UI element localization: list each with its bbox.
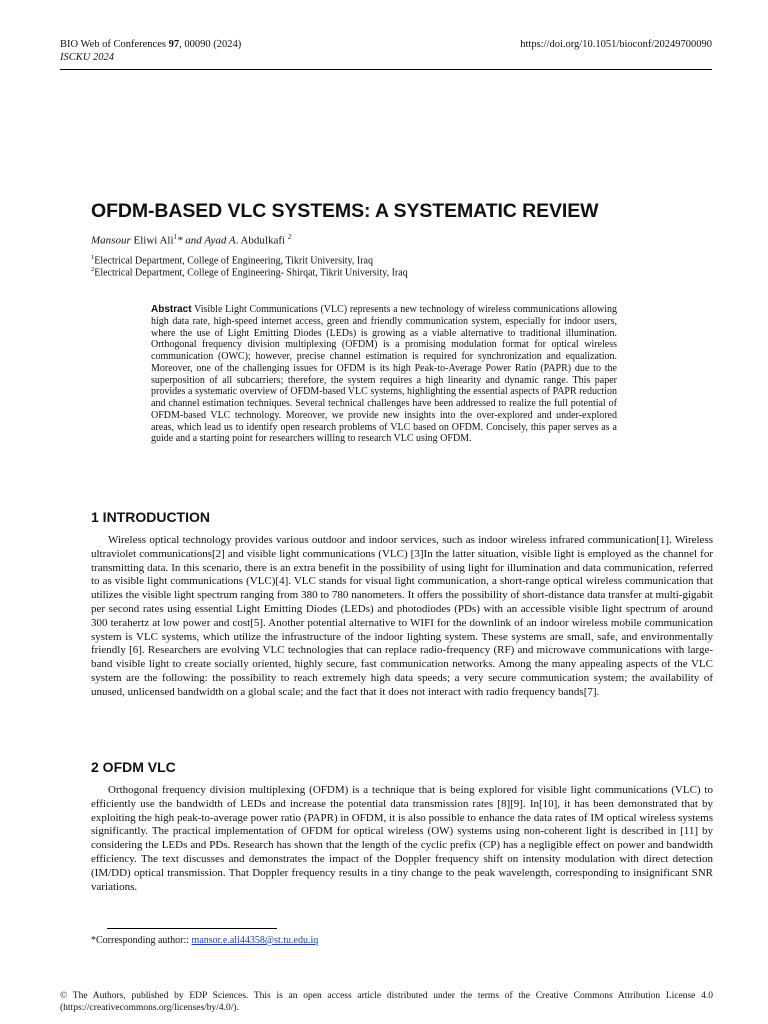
- author1-last-name: Eliwi Ali: [130, 234, 174, 247]
- affiliation-1-text: Electrical Department, College of Engineering, Tikrit University, Iraq: [94, 255, 373, 267]
- abstract: [151, 304, 617, 445]
- license-notice: © The Authors, published by EDP Sciences. This is an open access article distributed under the terms of the Creative Commons Attribution License 4.0 (https://creativecommons.org/licenses/by/4.0/).: [60, 991, 713, 1013]
- journal-volume: 97: [168, 39, 180, 50]
- author2-first-name: Ayad A: [204, 234, 236, 247]
- author2-affiliation-mark: 2: [287, 233, 292, 241]
- author-separator: * and: [177, 234, 205, 247]
- section-heading-ofdm-vlc: 2 OFDM VLC: [91, 759, 176, 775]
- abstract-text: Visible Light Communications (VLC) represents a new technology of wireless communications allowing high data rate, high-speed internet access, green and friendly communication system, especially for indoor users, where the use of Light Emitting Diodes (LEDs) is growing as a viable alternative to traditional illumination. Orthogonal frequency division multiplexing (OFDM) is a promising modulation format for optical wireless communication (OWC); however, precise channel estimation is required for synchronization and equalization. Moreover, one of the challenging issues for OFDM is its high Peak-to-Average Power Ratio (PAPR) due to the superposition of all subcarriers; therefore, the system requires a high linearity and dynamic range. This paper provides a systematic overview of OFDM-based VLC systems, highlighting the essential aspects of PAPR reduction and channel estimation techniques. Several technical challenges have been addressed to realize the full potential of OFDM-based VLC technology. Moreover, we provide new insights into the over-explored and under-explored areas, which lead us to identify open research problems of VLC based on OFDM. Concisely, this paper serves as a guide and a starting point for researchers willing to research VLC using OFDM.: [151, 304, 617, 445]
- author2-last-name: . Abdulkafi: [235, 234, 288, 247]
- footnote-label: *Corresponding author::: [91, 935, 192, 946]
- running-header: [60, 38, 712, 70]
- section-heading-introduction: 1 INTRODUCTION: [91, 509, 210, 525]
- journal-citation: [60, 38, 241, 51]
- author1-affiliation-mark: 1: [173, 233, 178, 241]
- affiliation-1-mark: 1: [91, 254, 95, 261]
- doi-link[interactable]: https://doi.org/10.1051/bioconf/20249700090: [520, 39, 712, 50]
- author-line: [91, 231, 291, 248]
- section-text-introduction: Wireless optical technology provides various outdoor and indoor services, such as indoor wireless infrared communication[1]. Wireless ultraviolet communications[2] and visible light communications (VLC) [3]In the latter situation, visible light is employed as the channel for transmitting data. In this scenario, there is an extra benefit in the possibility of using light for illumination and data communication, referred to as visible light communications (VLC)[4]. VLC stands for visual light communication, a short-range optical wireless communication that utilizes the visible light spectrum ranging from 380 to 780 nanometers. It offers the possibility of short-distance data transfer at multi-gigabit per second rates using essential Light Emitting Diodes (LEDs) and photodiodes (PDs) with an accessible visible light spectrum of around 300 terahertz at low power and cost[5]. Another potential alternative to WIFI for the downlink of an indoor wireless mobile communication system is VLC systems, which utilize the infrastructure of the indoor lighting system. These systems are small, safe, and environmentally friendly [6]. Researchers are evolving VLC technologies that can replace radio-frequency (RF) and microwave communications with large-band visible light to create socially oriented, highly secure, fast communication networks. Among the many appealing aspects of the VLC system are the following: the possibility to reach extremely high data speeds; a very secure communication system; the availability of unused, unlicensed bandwidth on a global scale; and the fact that it does not interact with radio frequency bands[7].: [91, 534, 713, 698]
- section-text-ofdm-vlc: Orthogonal frequency division multiplexing (OFDM) is a technique that is being explored for visible light communications (VLC) to efficiently use the bandwidth of LEDs and increase the potential data transmission rates [8][9]. In[10], it has been demonstrated that by exploiting the high peak-to-average power ratio (PAPR) in OFDM, it is also possible to enhance the data rates of IM optical wireless systems significantly. The practical implementation of OFDM for optical wireless (OW) systems using non-coherent light is described in [11] by considering the LEDs and PDs. Research has shown that the length of the cyclic prefix (CP) has a negligible effect on power and bandwidth efficiency. The text discusses and demonstrates the impact of the Doppler frequency shift on intensity modulation with direct detection (IM/DD) optical transmission. That Doppler frequency results in a tiny change to the peak wavelength, corresponding to insignificant SNR variations.: [91, 784, 713, 893]
- affiliation-2-text: Electrical Department, College of Engineering- Shirqat, Tikrit University, Iraq: [94, 267, 408, 279]
- journal-issue: , 00090 (2024): [179, 39, 242, 50]
- conference-name: ISCKU 2024: [60, 52, 114, 63]
- paper-title: OFDM-BASED VLC SYSTEMS: A SYSTEMATIC REVIEW: [91, 200, 599, 222]
- affiliation-2-mark: 2: [91, 266, 95, 273]
- abstract-label: Abstract: [151, 304, 192, 315]
- footnote-divider: [107, 928, 277, 929]
- journal-name: BIO Web of Conferences: [60, 39, 169, 50]
- author1-first-name: Mansour: [91, 234, 131, 247]
- corresponding-author-footnote: [91, 934, 318, 947]
- author-email-link[interactable]: mansor.e.ali44358@st.tu.edu.iq: [191, 935, 319, 946]
- affiliation-2: [91, 264, 408, 279]
